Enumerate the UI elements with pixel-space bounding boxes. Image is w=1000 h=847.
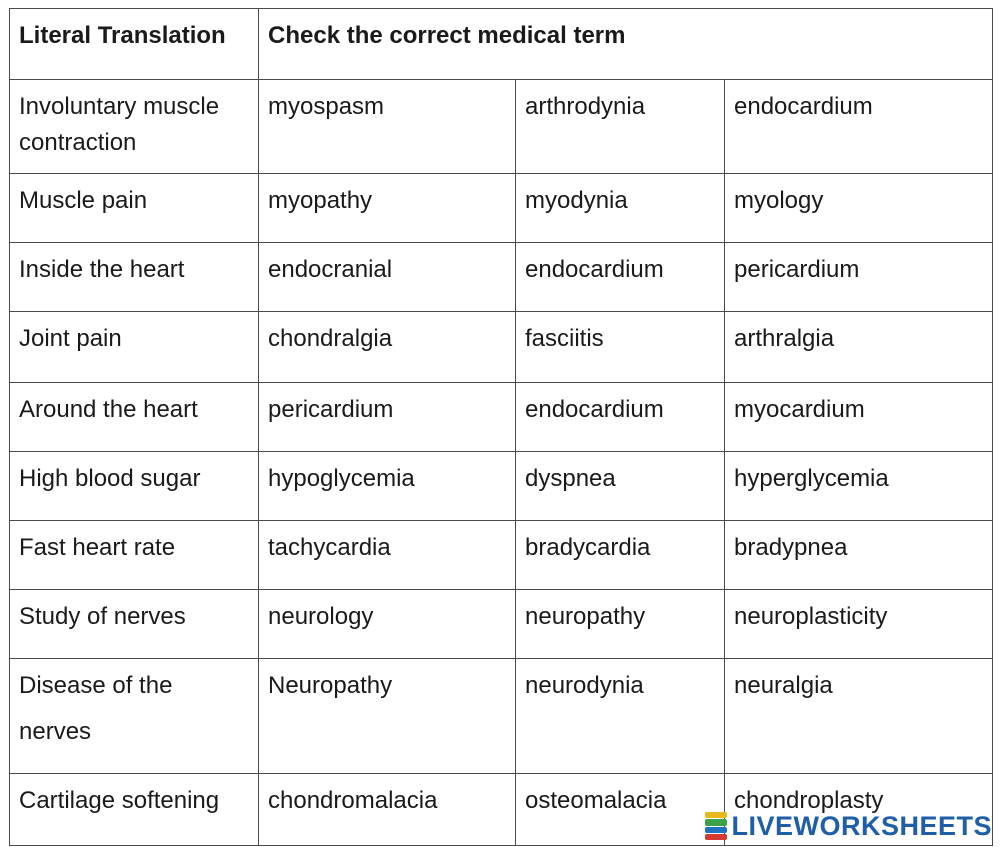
option-cell[interactable]: myospasm <box>259 80 516 174</box>
translation-cell: Joint pain <box>10 312 259 383</box>
translation-cell: Disease of the nerves <box>10 659 259 774</box>
option-cell[interactable]: endocranial <box>259 243 516 312</box>
translation-cell: Muscle pain <box>10 174 259 243</box>
translation-cell: High blood sugar <box>10 452 259 521</box>
logo-block <box>705 819 727 825</box>
option-cell[interactable]: osteomalacia <box>516 774 725 846</box>
option-cell[interactable]: arthrodynia <box>516 80 725 174</box>
table-row <box>10 452 993 521</box>
table-row <box>10 659 993 774</box>
option-cell[interactable]: chondroplasty <box>725 774 993 846</box>
logo-block <box>705 812 727 818</box>
option-cell[interactable]: hyperglycemia <box>725 452 993 521</box>
option-cell[interactable]: neurodynia <box>516 659 725 774</box>
translation-cell: Involuntary muscle contraction <box>10 80 259 174</box>
option-cell[interactable]: arthralgia <box>725 312 993 383</box>
option-cell[interactable]: neuralgia <box>725 659 993 774</box>
table-row <box>10 590 993 659</box>
option-cell[interactable]: chondromalacia <box>259 774 516 846</box>
option-cell[interactable]: neuropathy <box>516 590 725 659</box>
table-header-row <box>10 9 993 80</box>
option-cell[interactable]: endocardium <box>516 383 725 452</box>
translation-cell: Study of nerves <box>10 590 259 659</box>
option-cell[interactable]: bradycardia <box>516 521 725 590</box>
option-cell[interactable]: endocardium <box>516 243 725 312</box>
option-cell[interactable]: chondralgia <box>259 312 516 383</box>
table-row <box>10 521 993 590</box>
option-cell[interactable]: dyspnea <box>516 452 725 521</box>
table-row <box>10 312 993 383</box>
option-cell[interactable]: tachycardia <box>259 521 516 590</box>
translation-cell: Around the heart <box>10 383 259 452</box>
translation-cell: Inside the heart <box>10 243 259 312</box>
table-row <box>10 174 993 243</box>
option-cell[interactable]: bradypnea <box>725 521 993 590</box>
translation-cell: Cartilage softening <box>10 774 259 846</box>
table-row <box>10 383 993 452</box>
header-literal-translation: Literal Translation <box>10 9 259 80</box>
option-cell[interactable]: neuroplasticity <box>725 590 993 659</box>
option-cell[interactable]: neurology <box>259 590 516 659</box>
medical-terms-table <box>9 8 993 846</box>
table-row <box>10 243 993 312</box>
liveworksheets-watermark <box>705 811 992 841</box>
option-cell[interactable]: myology <box>725 174 993 243</box>
option-cell[interactable]: pericardium <box>259 383 516 452</box>
option-cell[interactable]: fasciitis <box>516 312 725 383</box>
watermark-text: LIVEWORKSHEETS <box>731 811 992 841</box>
translation-cell: Fast heart rate <box>10 521 259 590</box>
option-cell[interactable]: myodynia <box>516 174 725 243</box>
option-cell[interactable]: endocardium <box>725 80 993 174</box>
table-row <box>10 80 993 174</box>
liveworksheets-logo-icon <box>705 812 727 840</box>
option-cell[interactable]: myopathy <box>259 174 516 243</box>
option-cell[interactable]: hypoglycemia <box>259 452 516 521</box>
option-cell[interactable]: pericardium <box>725 243 993 312</box>
header-check-term: Check the correct medical term <box>259 9 993 80</box>
logo-block <box>705 834 727 840</box>
option-cell[interactable]: myocardium <box>725 383 993 452</box>
logo-block <box>705 827 727 833</box>
option-cell[interactable]: Neuropathy <box>259 659 516 774</box>
